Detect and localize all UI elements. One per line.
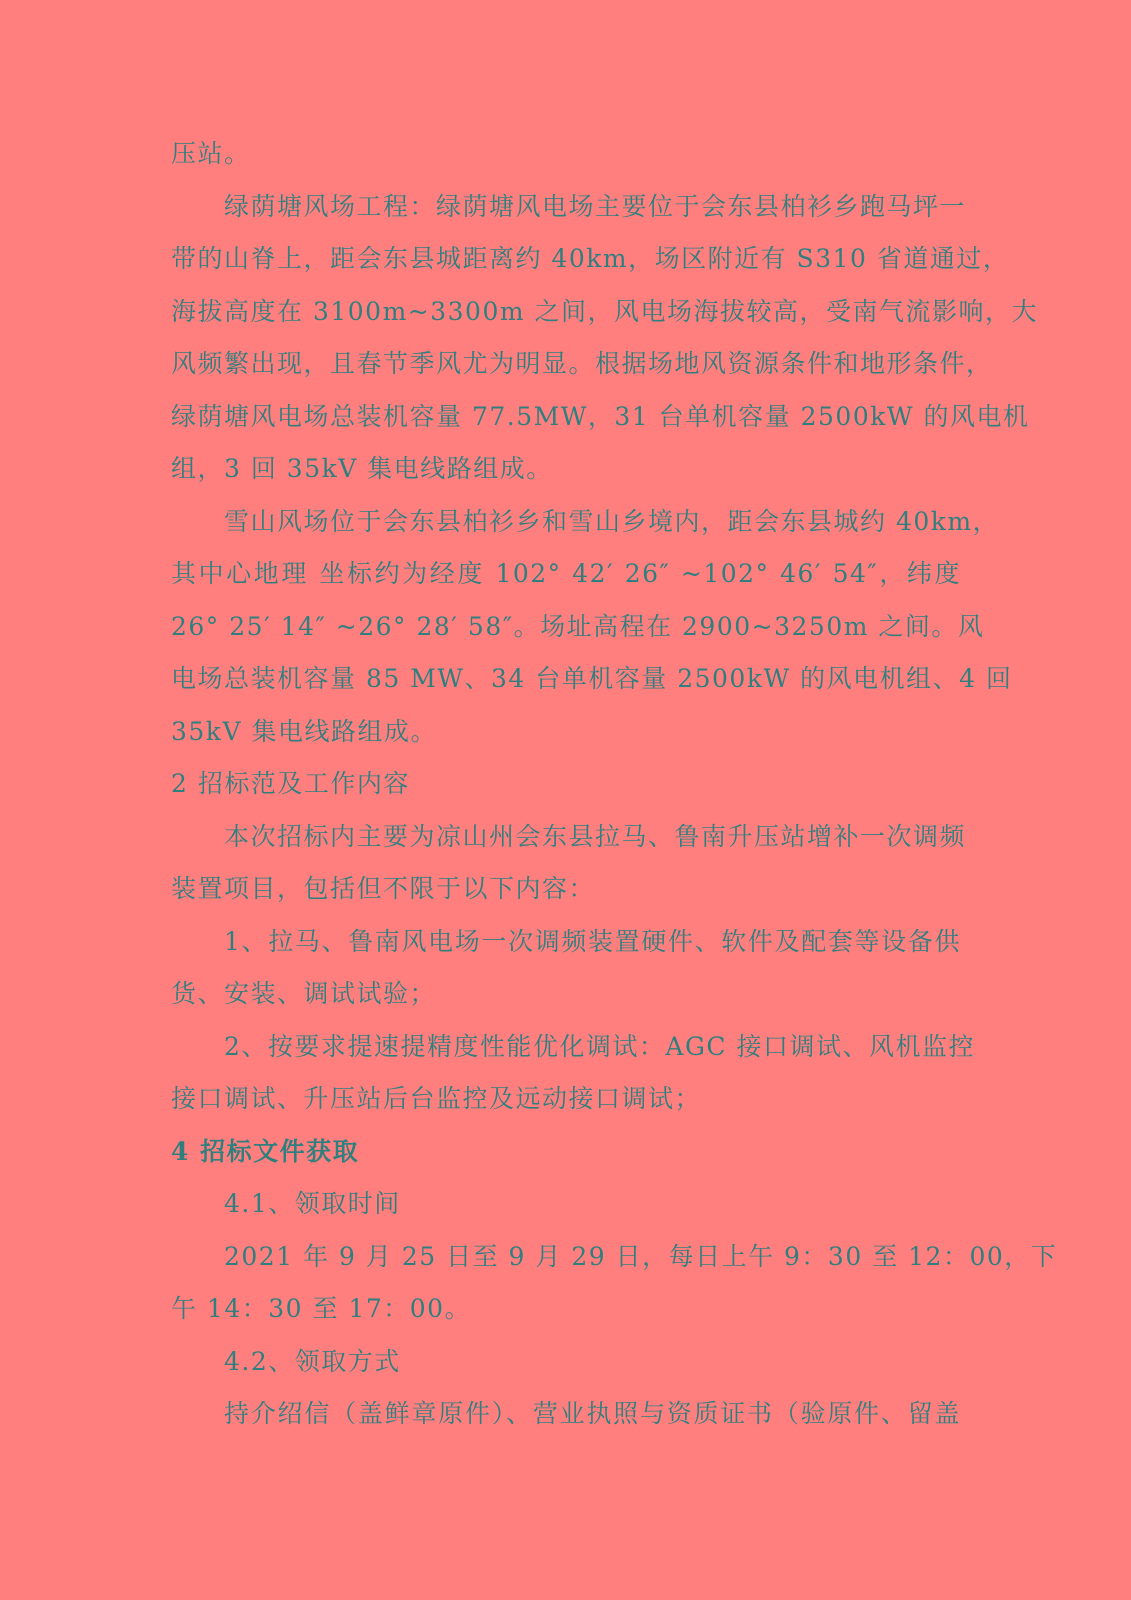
paragraph-line: 26° 25′ 14″ ~26° 28′ 58″。场址高程在 2900~3250m 之间。风 <box>171 611 985 641</box>
paragraph-line: 接口调试、升压站后台监控及远动接口调试； <box>171 1084 702 1113</box>
section-heading: 2 招标范及工作内容 <box>171 769 410 798</box>
paragraph-line: 雪山风场位于会东县柏衫乡和雪山乡境内，距会东县城约 40km， <box>224 506 1000 536</box>
paragraph-line: 本次招标内主要为凉山州会东县拉马、鲁南升压站增补一次调频 <box>224 821 967 851</box>
paragraph-line: 电场总装机容量 85 MW、34 台单机容量 2500kW 的风电机组、4 回 <box>171 664 1013 693</box>
paragraph-line: 2、按要求提速提精度性能优化调试：AGC 接口调试、风机监控 <box>224 1031 976 1061</box>
subsection-heading: 4.2、领取方式 <box>224 1346 401 1376</box>
paragraph-line: 其中心地理 坐标约为经度 102° 42′ 26″ ~102° 46′ 54″，纬度 <box>171 559 961 588</box>
paragraph-line: 午 14：30 至 17：00。 <box>171 1294 472 1323</box>
paragraph-line: 绿荫塘风场工程：绿荫塘风电场主要位于会东县柏衫乡跑马坪一 <box>224 191 967 221</box>
subsection-heading: 4.1、领取时间 <box>224 1189 401 1218</box>
paragraph-line: 组，3 回 35kV 集电线路组成。 <box>171 454 553 483</box>
paragraph-line: 风频繁出现，且春节季风尤为明显。根据场地风资源条件和地形条件， <box>171 349 993 378</box>
paragraph-line: 1、拉马、鲁南风电场一次调频装置硬件、软件及配套等设备供 <box>224 926 961 956</box>
section-heading: 4 招标文件获取 <box>171 1136 360 1166</box>
paragraph-line: 装置项目，包括但不限于以下内容： <box>171 874 596 903</box>
paragraph-line: 带的山脊上，距会东县城距离约 40km，场区附近有 S310 省道通过， <box>171 244 1010 273</box>
paragraph-line: 持介绍信（盖鲜章原件）、营业执照与资质证书（验原件、留盖 <box>224 1399 961 1428</box>
paragraph-line: 压站。 <box>171 139 251 168</box>
paragraph-line: 货、安装、调试试验； <box>171 979 437 1008</box>
paragraph-line: 海拔高度在 3100m~3300m 之间，风电场海拔较高，受南气流影响，大 <box>171 296 1039 326</box>
paragraph-line: 2021 年 9 月 25 日至 9 月 29 日，每日上午 9：30 至 12：00，下 <box>224 1241 1058 1271</box>
paragraph-line: 35kV 集电线路组成。 <box>171 716 437 746</box>
document-body <box>171 128 1058 1441</box>
paragraph-line: 绿荫塘风电场总装机容量 77.5MW，31 台单机容量 2500kW 的风电机 <box>171 401 1030 431</box>
